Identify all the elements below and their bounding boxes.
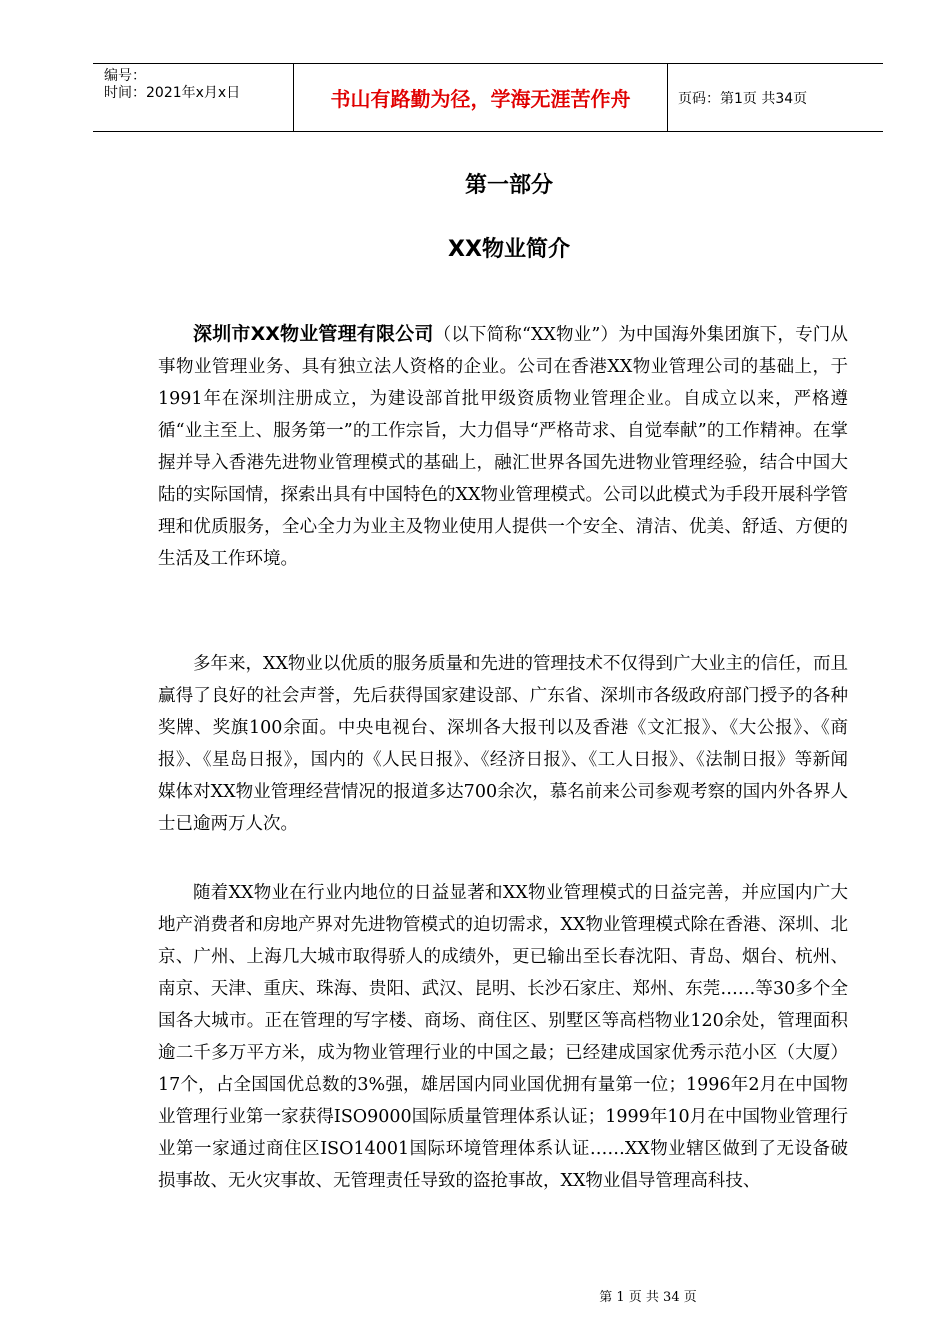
header-meta-cell — [93, 64, 294, 131]
paragraph-intro — [158, 318, 848, 575]
paragraph-intro-text: （以下简称“XX物业”）为中国海外集团旗下，专门从事物业管理业务、具有独立法人资格的企业。公司在香港XX物业管理公司的基础上，于1991年在深圳注册成立，为建设部首批甲级资质物业管理企业。自成立以来，严格遵循“业主至上、服务第一”的工作宗旨，大力倡导“严格苛求、自觉奉献”的工作精神。在掌握并导入香港先进物业管理模式的基础上，融汇世界各国先进物业管理经验，结合中国大陆的实际国情，探索出具有中国特色的XX物业管理模式。公司以此模式为手段开展科学管理和优质服务，全心全力为业主及物业使用人提供一个安全、清洁、优美、舒适、方便的生活及工作环境。 — [158, 325, 848, 569]
part-title: 第一部分 — [464, 173, 553, 198]
company-name: 深圳市XX物业管理有限公司 — [193, 323, 434, 345]
header-page-info: 页码：第1页 共34页 — [678, 90, 808, 107]
page-footer: 第 1 页 共 34 页 — [599, 1290, 697, 1305]
document-date: 时间：2021年x月x日 — [104, 85, 241, 101]
paragraph-expansion: 随着XX物业在行业内地位的日益显著和XX物业管理模式的日益完善，并应国内广大地产消费者和房地产界对先进物管模式的迫切需求，XX物业管理模式除在香港、深圳、北京、广州、上海几大城市取得骄人的成绩外，更已输出至长春沈阳、青岛、烟台、杭州、南京、天津、重庆、珠海、贵阳、武汉、昆明、长沙石家庄、郑州、东莞……等30多个全国各大城市。正在管理的写字楼、商场、商住区、别墅区等高档物业120余处，管理面积逾二千多万平方米，成为物业管理行业的中国之最；已经建成国家优秀示范小区（大厦）17个，占全国国优总数的3%强，雄居国内同业国优拥有量第一位；1996年2月在中国物业管理行业第一家获得ISO9000国际质量管理体系认证；1999年10月在中国物业管理行业第一家通过商住区ISO14001国际环境管理体系认证……XX物业辖区做到了无设备破损事故、无火灾事故、无管理责任导致的盗抢事故，XX物业倡导管理高科技、 — [158, 883, 848, 1191]
section-title: XX物业简介 — [448, 237, 570, 262]
document-header — [93, 63, 883, 132]
paragraph-reputation: 多年来，XX物业以优质的服务质量和先进的管理技术不仅得到广大业主的信任，而且赢得了良好的社会声誉，先后获得国家建设部、广东省、深圳市各级政府部门授予的各种奖牌、奖旗100余面。中央电视台、深圳各大报刊以及香港《文汇报》、《大公报》、《商报》、《星岛日报》，国内的《人民日报》、《经济日报》、《工人日报》、《法制日报》等新闻媒体对XX物业管理经营情况的报道多达700余次，慕名前来公司参观考察的国内外各界人士已逾两万人次。 — [158, 654, 848, 834]
document-number-label: 编号： — [104, 68, 146, 84]
header-motto: 书山有路勤为径，学海无涯苦作舟 — [294, 64, 668, 131]
